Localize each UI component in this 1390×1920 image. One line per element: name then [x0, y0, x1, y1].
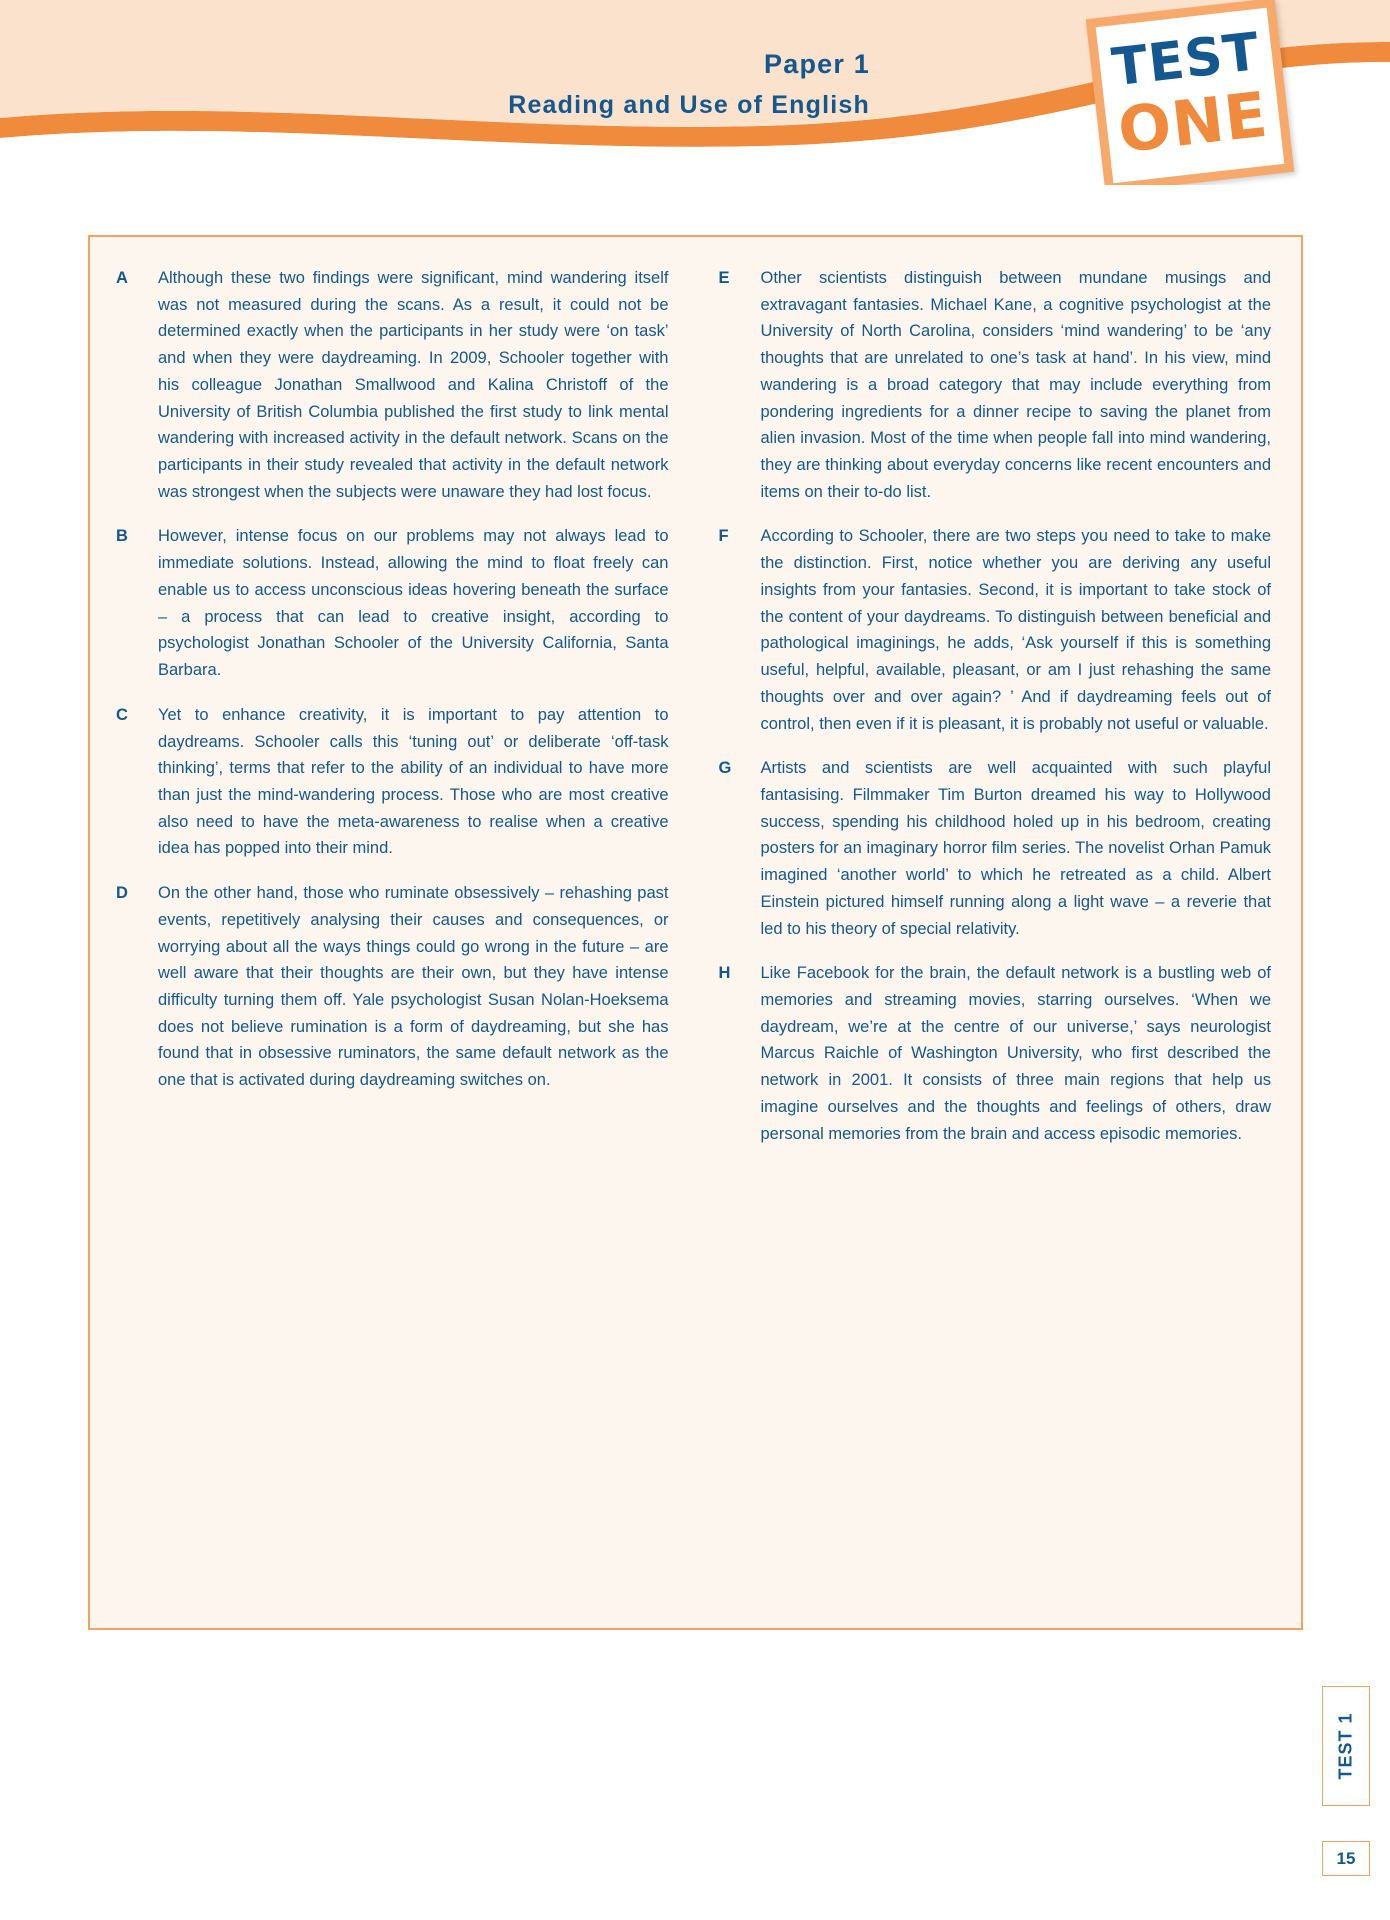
paragraph-h: [715, 960, 1272, 1147]
paragraph-text: On the other hand, those who ruminate obsessively – rehashing past events, repetitively analysing their causes and consequences, or worrying about all the ways things could go wrong in the future – are well aware that their thoughts are their own, but they have intense difficulty turning them off. Yale psychologist Susan Nolan-Hoeksema does not believe rumination is a form of daydreaming, but she has found that in obsessive ruminators, the same default network as the one that is activated during daydreaming switches on.: [158, 884, 669, 1090]
paragraph-b: [112, 523, 669, 683]
page-header: [0, 0, 1390, 185]
paragraph-letter: H: [718, 964, 731, 983]
paragraph-c: [112, 702, 669, 862]
paragraph-e: [715, 265, 1272, 505]
test-side-tab: [1322, 1686, 1370, 1806]
header-title-group: [508, 48, 870, 121]
paragraph-text: Yet to enhance creativity, it is important to pay attention to daydreams. Schooler calls this ‘tuning out’ or deliberate ‘off-task thinking’, terms that refer to the ability of an individual to have more than just the mind-wandering process. Those who are most creative also need to have the meta-awareness to realise when a creative idea has popped into their mind.: [158, 705, 669, 858]
paragraph-text: Although these two findings were significant, mind wandering itself was not measured during the scans. As a result, it could not be determined exactly when the participants in her study were ‘on task’ and when they were daydreaming. In 2009, Schooler together with his colleague Jonathan Smallwood and Kalina Christoff of the University of British Columbia published the first study to link mental wandering with increased activity in the default network. Scans on the participants in their study revealed that activity in the default network was strongest when the subjects were unaware they had lost focus.: [158, 269, 669, 501]
paragraph-text: Like Facebook for the brain, the default network is a bustling web of memories and streaming movies, starring ourselves. ‘When we daydream, we’re at the centre of our universe,’ says neurologist Marcus Raichle of Washington University, who first described the network in 2001. It consists of three main regions that help us imagine ourselves and the thoughts and feelings of others, draw personal memories from the brain and access episodic memories.: [760, 964, 1271, 1143]
badge-test-label: TEST: [1109, 22, 1263, 99]
paragraph-letter: E: [718, 269, 730, 287]
paragraph-text: Other scientists distinguish between mundane musings and extravagant fantasies. Michael Kane, a cognitive psychologist at the University of North Carolina, considers ‘mind wandering’ to be ‘any thoughts that are unrelated to one’s task at hand’. In his view, mind wandering is a broad category that may include everything from pondering ingredients for a dinner recipe to saving the planet from alien invasion. Most of the time when people fall into mind wandering, they are thinking about everyday concerns like recent encounters and items on their to-do list.: [760, 269, 1271, 501]
paragraph-letter: C: [116, 705, 128, 724]
paragraph-f: [715, 523, 1272, 737]
test-side-tab-label: TEST 1: [1335, 1712, 1356, 1780]
reading-text-box: [88, 235, 1303, 1630]
paragraph-letter: D: [116, 884, 128, 903]
paragraph-letter: B: [116, 527, 128, 546]
paper-subject-title: Reading and Use of English: [508, 90, 870, 119]
test-number-badge: [1086, 0, 1295, 185]
paper-title: Paper 1: [764, 49, 870, 79]
page-number: 15: [1322, 1841, 1370, 1876]
paragraph-d: [112, 880, 669, 1094]
paragraph-a: [112, 265, 669, 505]
badge-number-label: ONE: [1114, 77, 1272, 168]
paragraph-g: [715, 755, 1272, 942]
paragraph-text: Artists and scientists are well acquainted with such playful fantasising. Filmmaker Tim Burton dreamed his way to Hollywood success, spending his childhood holed up in his bedroom, creating posters for an imaginary horror film series. The novelist Orhan Pamuk imagined ‘another world’ to which he retreated as a child. Albert Einstein pictured himself running along a light wave – a reverie that led to his theory of special relativity.: [760, 759, 1271, 938]
paragraph-text: According to Schooler, there are two steps you need to take to make the distinction. First, notice whether you are deriving any useful insights from your fantasies. Second, it is important to take stock of the content of your daydreams. To distinguish between beneficial and pathological imaginings, he adds, ‘Ask yourself if this is something useful, helpful, available, pleasant, or am I just rehashing the same thoughts over and over again? ’ And if daydreaming feels out of control, then even if it is pleasant, it is probably not useful or valuable.: [760, 527, 1271, 733]
paragraph-letter: A: [116, 269, 128, 287]
paragraph-letter: F: [718, 527, 729, 546]
two-column-layout: [112, 265, 1271, 1608]
paragraph-text: However, intense focus on our problems may not always lead to immediate solutions. Instead, allowing the mind to float freely can enable us to access unconscious ideas hovering beneath the surface – a process that can lead to creative insight, according to psychologist Jonathan Schooler of the University California, Santa Barbara.: [158, 527, 669, 680]
paragraph-letter: G: [718, 759, 732, 778]
